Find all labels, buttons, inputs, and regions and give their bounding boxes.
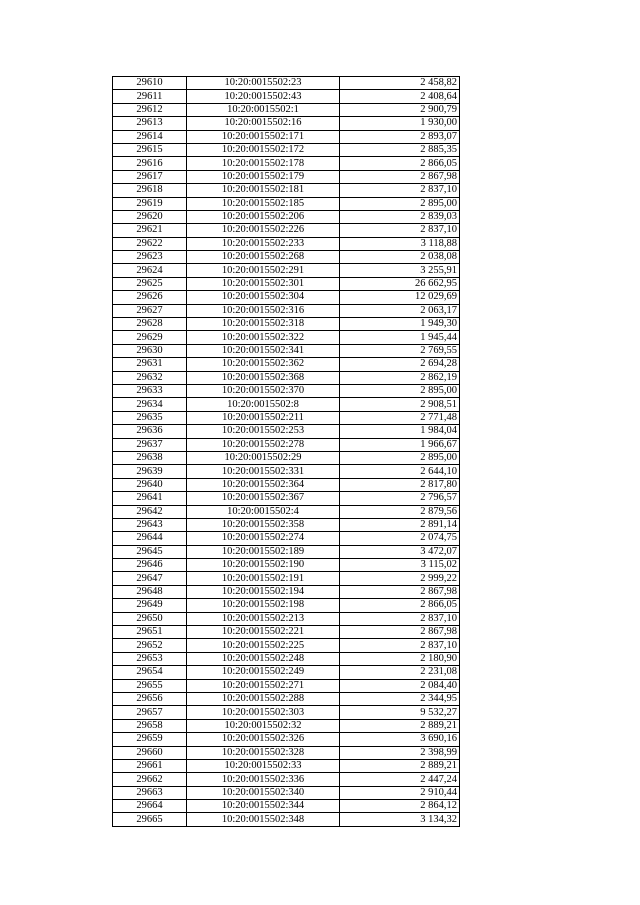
cadastral-value-cell: 2 862,19 (340, 371, 460, 384)
cadastral-number-cell: 10:20:0015502:362 (187, 358, 340, 371)
cadastral-value-cell: 2 864,12 (340, 800, 460, 813)
table-row (113, 518, 460, 531)
row-number-cell: 29663 (113, 786, 187, 799)
table-row (113, 304, 460, 317)
table-row (113, 344, 460, 357)
cadastral-number-cell: 10:20:0015502:178 (187, 157, 340, 170)
cadastral-value-cell: 26 662,95 (340, 277, 460, 290)
cadastral-number-cell: 10:20:0015502:274 (187, 532, 340, 545)
table-row (113, 813, 460, 826)
row-number-cell: 29617 (113, 170, 187, 183)
cadastral-value-cell: 3 118,88 (340, 237, 460, 250)
cadastral-value-cell: 2 694,28 (340, 358, 460, 371)
row-number-cell: 29635 (113, 411, 187, 424)
row-number-cell: 29640 (113, 478, 187, 491)
cadastral-value-cell: 2 837,10 (340, 184, 460, 197)
cadastral-value-cell: 2 889,21 (340, 719, 460, 732)
cadastral-number-cell: 10:20:0015502:326 (187, 733, 340, 746)
row-number-cell: 29662 (113, 773, 187, 786)
cadastral-number-cell: 10:20:0015502:213 (187, 612, 340, 625)
table-row (113, 130, 460, 143)
cadastral-number-cell: 10:20:0015502:271 (187, 679, 340, 692)
row-number-cell: 29614 (113, 130, 187, 143)
cadastral-value-cell: 2 889,21 (340, 759, 460, 772)
table-row (113, 733, 460, 746)
cadastral-number-cell: 10:20:0015502:33 (187, 759, 340, 772)
row-number-cell: 29634 (113, 398, 187, 411)
table-row (113, 398, 460, 411)
table-row (113, 197, 460, 210)
cadastral-number-cell: 10:20:0015502:364 (187, 478, 340, 491)
cadastral-value-cell: 2 837,10 (340, 612, 460, 625)
cadastral-number-cell: 10:20:0015502:233 (187, 237, 340, 250)
cadastral-value-cell: 2 879,56 (340, 505, 460, 518)
table-row (113, 585, 460, 598)
cadastral-number-cell: 10:20:0015502:291 (187, 264, 340, 277)
cadastral-number-cell: 10:20:0015502:370 (187, 384, 340, 397)
cadastral-value-cell: 3 690,16 (340, 733, 460, 746)
cadastral-value-cell: 9 532,27 (340, 706, 460, 719)
cadastral-number-cell: 10:20:0015502:185 (187, 197, 340, 210)
cadastral-number-cell: 10:20:0015502:253 (187, 425, 340, 438)
cadastral-number-cell: 10:20:0015502:4 (187, 505, 340, 518)
cadastral-value-cell: 2 063,17 (340, 304, 460, 317)
cadastral-number-cell: 10:20:0015502:301 (187, 277, 340, 290)
table-row (113, 90, 460, 103)
table-row (113, 291, 460, 304)
row-number-cell: 29620 (113, 210, 187, 223)
cadastral-number-cell: 10:20:0015502:348 (187, 813, 340, 826)
row-number-cell: 29641 (113, 492, 187, 505)
cadastral-value-cell: 2 398,99 (340, 746, 460, 759)
table-row (113, 746, 460, 759)
table-row (113, 545, 460, 558)
cadastral-value-cell: 2 895,00 (340, 451, 460, 464)
cadastral-value-cell: 2 796,57 (340, 492, 460, 505)
row-number-cell: 29645 (113, 545, 187, 558)
cadastral-value-cell: 1 984,04 (340, 425, 460, 438)
cadastral-value-cell: 2 771,48 (340, 411, 460, 424)
cadastral-value-cell: 2 866,05 (340, 599, 460, 612)
cadastral-number-cell: 10:20:0015502:358 (187, 518, 340, 531)
row-number-cell: 29611 (113, 90, 187, 103)
row-number-cell: 29650 (113, 612, 187, 625)
cadastral-number-cell: 10:20:0015502:189 (187, 545, 340, 558)
table-row (113, 612, 460, 625)
row-number-cell: 29660 (113, 746, 187, 759)
row-number-cell: 29651 (113, 626, 187, 639)
cadastral-value-table (112, 76, 460, 827)
row-number-cell: 29631 (113, 358, 187, 371)
cadastral-number-cell: 10:20:0015502:16 (187, 117, 340, 130)
cadastral-value-cell: 3 255,91 (340, 264, 460, 277)
table-row (113, 384, 460, 397)
cadastral-value-cell: 1 949,30 (340, 318, 460, 331)
cadastral-number-cell: 10:20:0015502:278 (187, 438, 340, 451)
cadastral-value-cell: 1 945,44 (340, 331, 460, 344)
cadastral-value-cell: 2 839,03 (340, 210, 460, 223)
cadastral-value-cell: 2 084,40 (340, 679, 460, 692)
cadastral-number-cell: 10:20:0015502:181 (187, 184, 340, 197)
row-number-cell: 29656 (113, 692, 187, 705)
table-row (113, 331, 460, 344)
table-row (113, 505, 460, 518)
cadastral-number-cell: 10:20:0015502:328 (187, 746, 340, 759)
row-number-cell: 29654 (113, 666, 187, 679)
cadastral-value-cell: 2 891,14 (340, 518, 460, 531)
cadastral-number-cell: 10:20:0015502:211 (187, 411, 340, 424)
cadastral-number-cell: 10:20:0015502:340 (187, 786, 340, 799)
table-row (113, 532, 460, 545)
table-row (113, 224, 460, 237)
cadastral-value-cell: 2 910,44 (340, 786, 460, 799)
cadastral-number-cell: 10:20:0015502:172 (187, 143, 340, 156)
row-number-cell: 29664 (113, 800, 187, 813)
table-row (113, 478, 460, 491)
row-number-cell: 29636 (113, 425, 187, 438)
table-row (113, 371, 460, 384)
row-number-cell: 29630 (113, 344, 187, 357)
cadastral-number-cell: 10:20:0015502:331 (187, 465, 340, 478)
cadastral-number-cell: 10:20:0015502:248 (187, 652, 340, 665)
cadastral-number-cell: 10:20:0015502:368 (187, 371, 340, 384)
table-row (113, 786, 460, 799)
table-row (113, 103, 460, 116)
table-row (113, 773, 460, 786)
row-number-cell: 29628 (113, 318, 187, 331)
cadastral-value-cell: 2 999,22 (340, 572, 460, 585)
cadastral-value-cell: 2 895,00 (340, 197, 460, 210)
cadastral-number-cell: 10:20:0015502:191 (187, 572, 340, 585)
cadastral-number-cell: 10:20:0015502:171 (187, 130, 340, 143)
row-number-cell: 29618 (113, 184, 187, 197)
cadastral-number-cell: 10:20:0015502:225 (187, 639, 340, 652)
cadastral-value-cell: 2 817,80 (340, 478, 460, 491)
table-row (113, 666, 460, 679)
cadastral-number-cell: 10:20:0015502:43 (187, 90, 340, 103)
cadastral-number-cell: 10:20:0015502:194 (187, 585, 340, 598)
row-number-cell: 29642 (113, 505, 187, 518)
row-number-cell: 29610 (113, 77, 187, 90)
row-number-cell: 29665 (113, 813, 187, 826)
table-row (113, 451, 460, 464)
cadastral-number-cell: 10:20:0015502:303 (187, 706, 340, 719)
cadastral-value-cell: 2 038,08 (340, 251, 460, 264)
row-number-cell: 29652 (113, 639, 187, 652)
table-row (113, 425, 460, 438)
cadastral-value-cell: 2 895,00 (340, 384, 460, 397)
cadastral-number-cell: 10:20:0015502:32 (187, 719, 340, 732)
table-row (113, 264, 460, 277)
cadastral-value-cell: 2 867,98 (340, 585, 460, 598)
row-number-cell: 29613 (113, 117, 187, 130)
cadastral-number-cell: 10:20:0015502:29 (187, 451, 340, 464)
row-number-cell: 29619 (113, 197, 187, 210)
cadastral-value-cell: 2 867,98 (340, 170, 460, 183)
cadastral-value-cell: 2 231,08 (340, 666, 460, 679)
cadastral-number-cell: 10:20:0015502:322 (187, 331, 340, 344)
row-number-cell: 29621 (113, 224, 187, 237)
table-row (113, 639, 460, 652)
table-row (113, 210, 460, 223)
cadastral-number-cell: 10:20:0015502:316 (187, 304, 340, 317)
row-number-cell: 29643 (113, 518, 187, 531)
cadastral-value-cell: 2 837,10 (340, 224, 460, 237)
cadastral-number-cell: 10:20:0015502:179 (187, 170, 340, 183)
table-row (113, 626, 460, 639)
table-body (113, 77, 460, 827)
row-number-cell: 29627 (113, 304, 187, 317)
cadastral-value-cell: 3 472,07 (340, 545, 460, 558)
row-number-cell: 29638 (113, 451, 187, 464)
row-number-cell: 29629 (113, 331, 187, 344)
table-row (113, 237, 460, 250)
table-row (113, 465, 460, 478)
row-number-cell: 29647 (113, 572, 187, 585)
table-row (113, 706, 460, 719)
table-row (113, 692, 460, 705)
table-row (113, 572, 460, 585)
row-number-cell: 29632 (113, 371, 187, 384)
table-row (113, 652, 460, 665)
table-row (113, 157, 460, 170)
cadastral-number-cell: 10:20:0015502:221 (187, 626, 340, 639)
cadastral-value-cell: 2 900,79 (340, 103, 460, 116)
cadastral-number-cell: 10:20:0015502:268 (187, 251, 340, 264)
row-number-cell: 29644 (113, 532, 187, 545)
table-row (113, 318, 460, 331)
cadastral-value-cell: 1 930,00 (340, 117, 460, 130)
cadastral-number-cell: 10:20:0015502:1 (187, 103, 340, 116)
cadastral-value-cell: 3 115,02 (340, 559, 460, 572)
table-row (113, 251, 460, 264)
row-number-cell: 29639 (113, 465, 187, 478)
row-number-cell: 29653 (113, 652, 187, 665)
cadastral-value-cell: 2 408,64 (340, 90, 460, 103)
table-row (113, 184, 460, 197)
table-row (113, 411, 460, 424)
cadastral-number-cell: 10:20:0015502:318 (187, 318, 340, 331)
table-row (113, 77, 460, 90)
cadastral-number-cell: 10:20:0015502:344 (187, 800, 340, 813)
row-number-cell: 29655 (113, 679, 187, 692)
cadastral-value-cell: 2 769,55 (340, 344, 460, 357)
table-row (113, 438, 460, 451)
cadastral-number-cell: 10:20:0015502:198 (187, 599, 340, 612)
cadastral-value-cell: 12 029,69 (340, 291, 460, 304)
cadastral-number-cell: 10:20:0015502:190 (187, 559, 340, 572)
cadastral-number-cell: 10:20:0015502:288 (187, 692, 340, 705)
row-number-cell: 29633 (113, 384, 187, 397)
row-number-cell: 29646 (113, 559, 187, 572)
cadastral-number-cell: 10:20:0015502:8 (187, 398, 340, 411)
cadastral-value-cell: 2 893,07 (340, 130, 460, 143)
row-number-cell: 29657 (113, 706, 187, 719)
cadastral-value-cell: 2 458,82 (340, 77, 460, 90)
cadastral-value-cell: 2 866,05 (340, 157, 460, 170)
cadastral-value-cell: 2 074,75 (340, 532, 460, 545)
cadastral-number-cell: 10:20:0015502:341 (187, 344, 340, 357)
cadastral-value-cell: 2 867,98 (340, 626, 460, 639)
row-number-cell: 29623 (113, 251, 187, 264)
cadastral-value-cell: 3 134,32 (340, 813, 460, 826)
row-number-cell: 29649 (113, 599, 187, 612)
row-number-cell: 29661 (113, 759, 187, 772)
cadastral-number-cell: 10:20:0015502:226 (187, 224, 340, 237)
cadastral-value-cell: 2 908,51 (340, 398, 460, 411)
cadastral-value-cell: 2 644,10 (340, 465, 460, 478)
row-number-cell: 29648 (113, 585, 187, 598)
row-number-cell: 29659 (113, 733, 187, 746)
cadastral-value-cell: 2 447,24 (340, 773, 460, 786)
row-number-cell: 29637 (113, 438, 187, 451)
cadastral-number-cell: 10:20:0015502:249 (187, 666, 340, 679)
table-row (113, 759, 460, 772)
table-row (113, 719, 460, 732)
cadastral-value-cell: 2 180,90 (340, 652, 460, 665)
row-number-cell: 29658 (113, 719, 187, 732)
cadastral-value-cell: 2 344,95 (340, 692, 460, 705)
table-row (113, 800, 460, 813)
table-row (113, 358, 460, 371)
cadastral-number-cell: 10:20:0015502:367 (187, 492, 340, 505)
row-number-cell: 29624 (113, 264, 187, 277)
cadastral-number-cell: 10:20:0015502:336 (187, 773, 340, 786)
cadastral-number-cell: 10:20:0015502:206 (187, 210, 340, 223)
cadastral-value-cell: 2 885,35 (340, 143, 460, 156)
row-number-cell: 29616 (113, 157, 187, 170)
table-row (113, 679, 460, 692)
row-number-cell: 29622 (113, 237, 187, 250)
table-row (113, 559, 460, 572)
cadastral-value-cell: 2 837,10 (340, 639, 460, 652)
cadastral-value-cell: 1 966,67 (340, 438, 460, 451)
row-number-cell: 29612 (113, 103, 187, 116)
row-number-cell: 29615 (113, 143, 187, 156)
table-row (113, 143, 460, 156)
table-row (113, 277, 460, 290)
row-number-cell: 29625 (113, 277, 187, 290)
table-row (113, 492, 460, 505)
table-row (113, 117, 460, 130)
cadastral-number-cell: 10:20:0015502:23 (187, 77, 340, 90)
row-number-cell: 29626 (113, 291, 187, 304)
cadastral-number-cell: 10:20:0015502:304 (187, 291, 340, 304)
table-row (113, 599, 460, 612)
table-row (113, 170, 460, 183)
